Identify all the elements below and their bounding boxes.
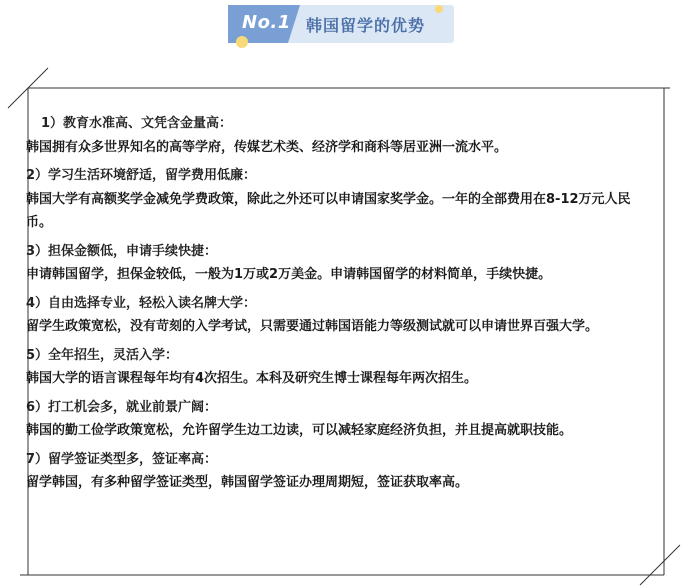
advantage-body: 留学生政策宽松，没有苛刻的入学考试，只需要通过韩国语能力等级测试就可以申请世界百强大学。 (26, 319, 599, 334)
advantage-body: 韩国的勤工俭学政策宽松，允许留学生边工边读，可以减轻家庭经济负担，并且提高就职技能。 (26, 423, 573, 438)
advantage-body: 韩国大学有高额奖学金减免学费政策，除此之外还可以申请国家奖学金。一年的全部费用在8-12万元人民币。 (26, 191, 631, 230)
advantage-item (26, 292, 666, 339)
advantage-item (26, 344, 666, 391)
advantage-item (26, 164, 666, 235)
advantage-heading: 3）担保金额低，申请手续快捷： (26, 243, 218, 259)
advantage-heading: 5）全年招生，灵活入学： (26, 347, 179, 363)
badge-number: No.1 (242, 12, 291, 33)
badge-accent-dot-right (435, 5, 443, 13)
advantage-heading: 6）打工机会多，就业前景广阔： (26, 399, 218, 415)
advantage-item (26, 112, 666, 159)
advantage-heading: 4）自由选择专业，轻松入读名牌大学： (26, 295, 257, 311)
advantage-heading: 7）留学签证类型多，签证率高： (26, 451, 218, 467)
advantages-list (26, 112, 666, 500)
advantage-item (26, 396, 666, 443)
advantage-body: 韩国大学的语言课程每年均有4次招生。本科及研究生博士课程每年两次招生。 (26, 371, 478, 386)
frame-corner-top-left (8, 68, 48, 108)
advantage-body: 留学韩国，有多种留学签证类型，韩国留学签证办理周期短，签证获取率高。 (26, 475, 469, 490)
badge-title: 韩国留学的优势 (306, 16, 426, 35)
advantage-item (26, 448, 666, 495)
badge-accent-dot-left (236, 36, 248, 48)
title-badge (228, 5, 454, 43)
advantage-body: 韩国拥有众多世界知名的高等学府，传媒艺术类、经济学和商科等居亚洲一流水平。 (26, 139, 508, 155)
advantage-heading: 2）学习生活环境舒适，留学费用低廉： (26, 168, 257, 183)
advantage-body: 申请韩国留学，担保金较低，一般为1万或2万美金。申请韩国留学的材料简单，手续快捷。 (26, 267, 552, 282)
advantage-heading: 1）教育水准高、文凭含金量高： (41, 116, 233, 131)
frame-corner-bottom-right (640, 545, 680, 585)
advantage-item (26, 240, 666, 287)
